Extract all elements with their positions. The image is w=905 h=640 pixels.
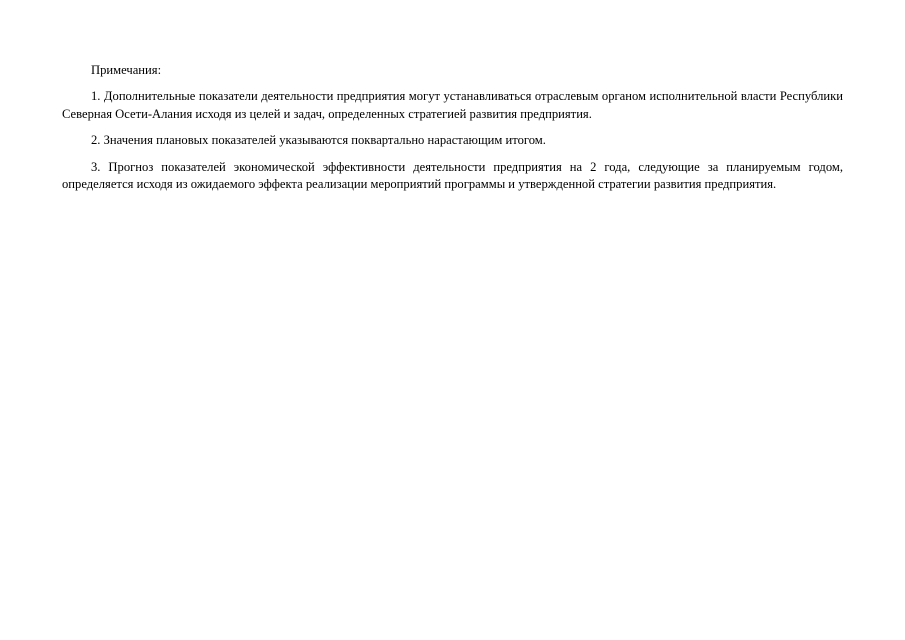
note-item-2: 2. Значения плановых показателей указываются поквартально нарастающим итогом. bbox=[91, 133, 546, 148]
note-item-3: 3. Прогноз показателей экономической эффективности деятельности предприятия на 2 года, следующие за планируемым годом, определяется исходя из ожидаемого эффекта реализации мероприятий программы и утвержденной стратегии развития предприятия. bbox=[62, 159, 843, 192]
notes-heading: Примечания: bbox=[91, 63, 162, 77]
document-page bbox=[62, 62, 843, 202]
note-item-1: 1. Дополнительные показатели деятельности предприятия могут устанавливаться отраслевым органом исполнительной власти Республики Северная Осети-Алания исходя из целей и задач, определенных стратегией развития предприятия. bbox=[62, 89, 843, 121]
